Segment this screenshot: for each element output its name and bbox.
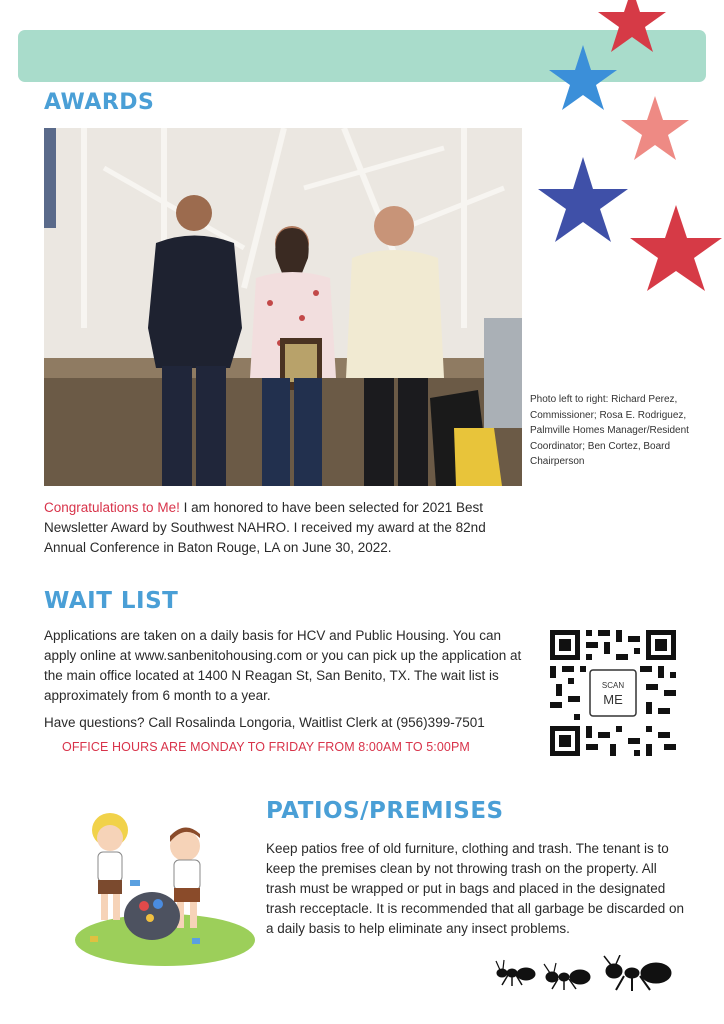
star-icon (538, 157, 628, 242)
patios-heading: PATIOS/PREMISES (266, 798, 504, 824)
top-banner (18, 30, 706, 82)
awards-paragraph (44, 498, 524, 558)
kids-cleaning-illustration (70, 808, 256, 968)
office-hours: OFFICE HOURS ARE MONDAY TO FRIDAY FROM 8:00AM TO 5:00PM (62, 740, 470, 754)
ant-icon (496, 960, 535, 986)
ant-icon (544, 963, 590, 990)
photo-caption: Photo left to right: Richard Perez, Commissioner; Rosa E. Rodriguez, Palmville Homes Manager/Resident Coordinator; Ben Cortez, Board Chairperson (530, 394, 689, 467)
congrats-text: I am honored to have been selected for 2021 Best Newsletter Award by Southwest NAHRO. I received my award at the 82nd Annual Conference in Baton Rouge, LA on June 30, 2022. (44, 500, 486, 555)
ants-illustration (494, 955, 684, 995)
awards-heading: AWARDS (44, 90, 155, 115)
award-photo (44, 128, 522, 486)
wait-list-heading: WAIT LIST (44, 588, 179, 614)
patios-paragraph: Keep patios free of old furniture, clothing and trash. The tenant is to keep the premises clean by not throwing trash on the property. All trash must be wrapped or put in bags and placed in the designated trash recceptacle. It is recommended that all garbage be discarded on a daily basis to help eliminate any insect problems. (266, 841, 684, 936)
ant-icon (604, 955, 671, 991)
wait-list-paragraph: Applications are taken on a daily basis for HCV and Public Housing. You can apply online at www.sanbenitohousing.com or you can pick up the application at the main office located at 1400 N Reagan St, San Benito, TX. The wait list is approximately from 6 month to a year. (44, 628, 522, 703)
wait-list-questions: Have questions? Call Rosalinda Longoria, Waitlist Clerk at (956)399-7501 (44, 715, 485, 730)
qr-label-bottom: ME (603, 692, 623, 707)
star-icon (621, 96, 689, 160)
qr-code[interactable] (550, 630, 676, 756)
congrats-highlight: Congratulations to Me! (44, 500, 180, 515)
qr-label-top: SCAN (601, 681, 625, 690)
star-icon (630, 205, 722, 291)
